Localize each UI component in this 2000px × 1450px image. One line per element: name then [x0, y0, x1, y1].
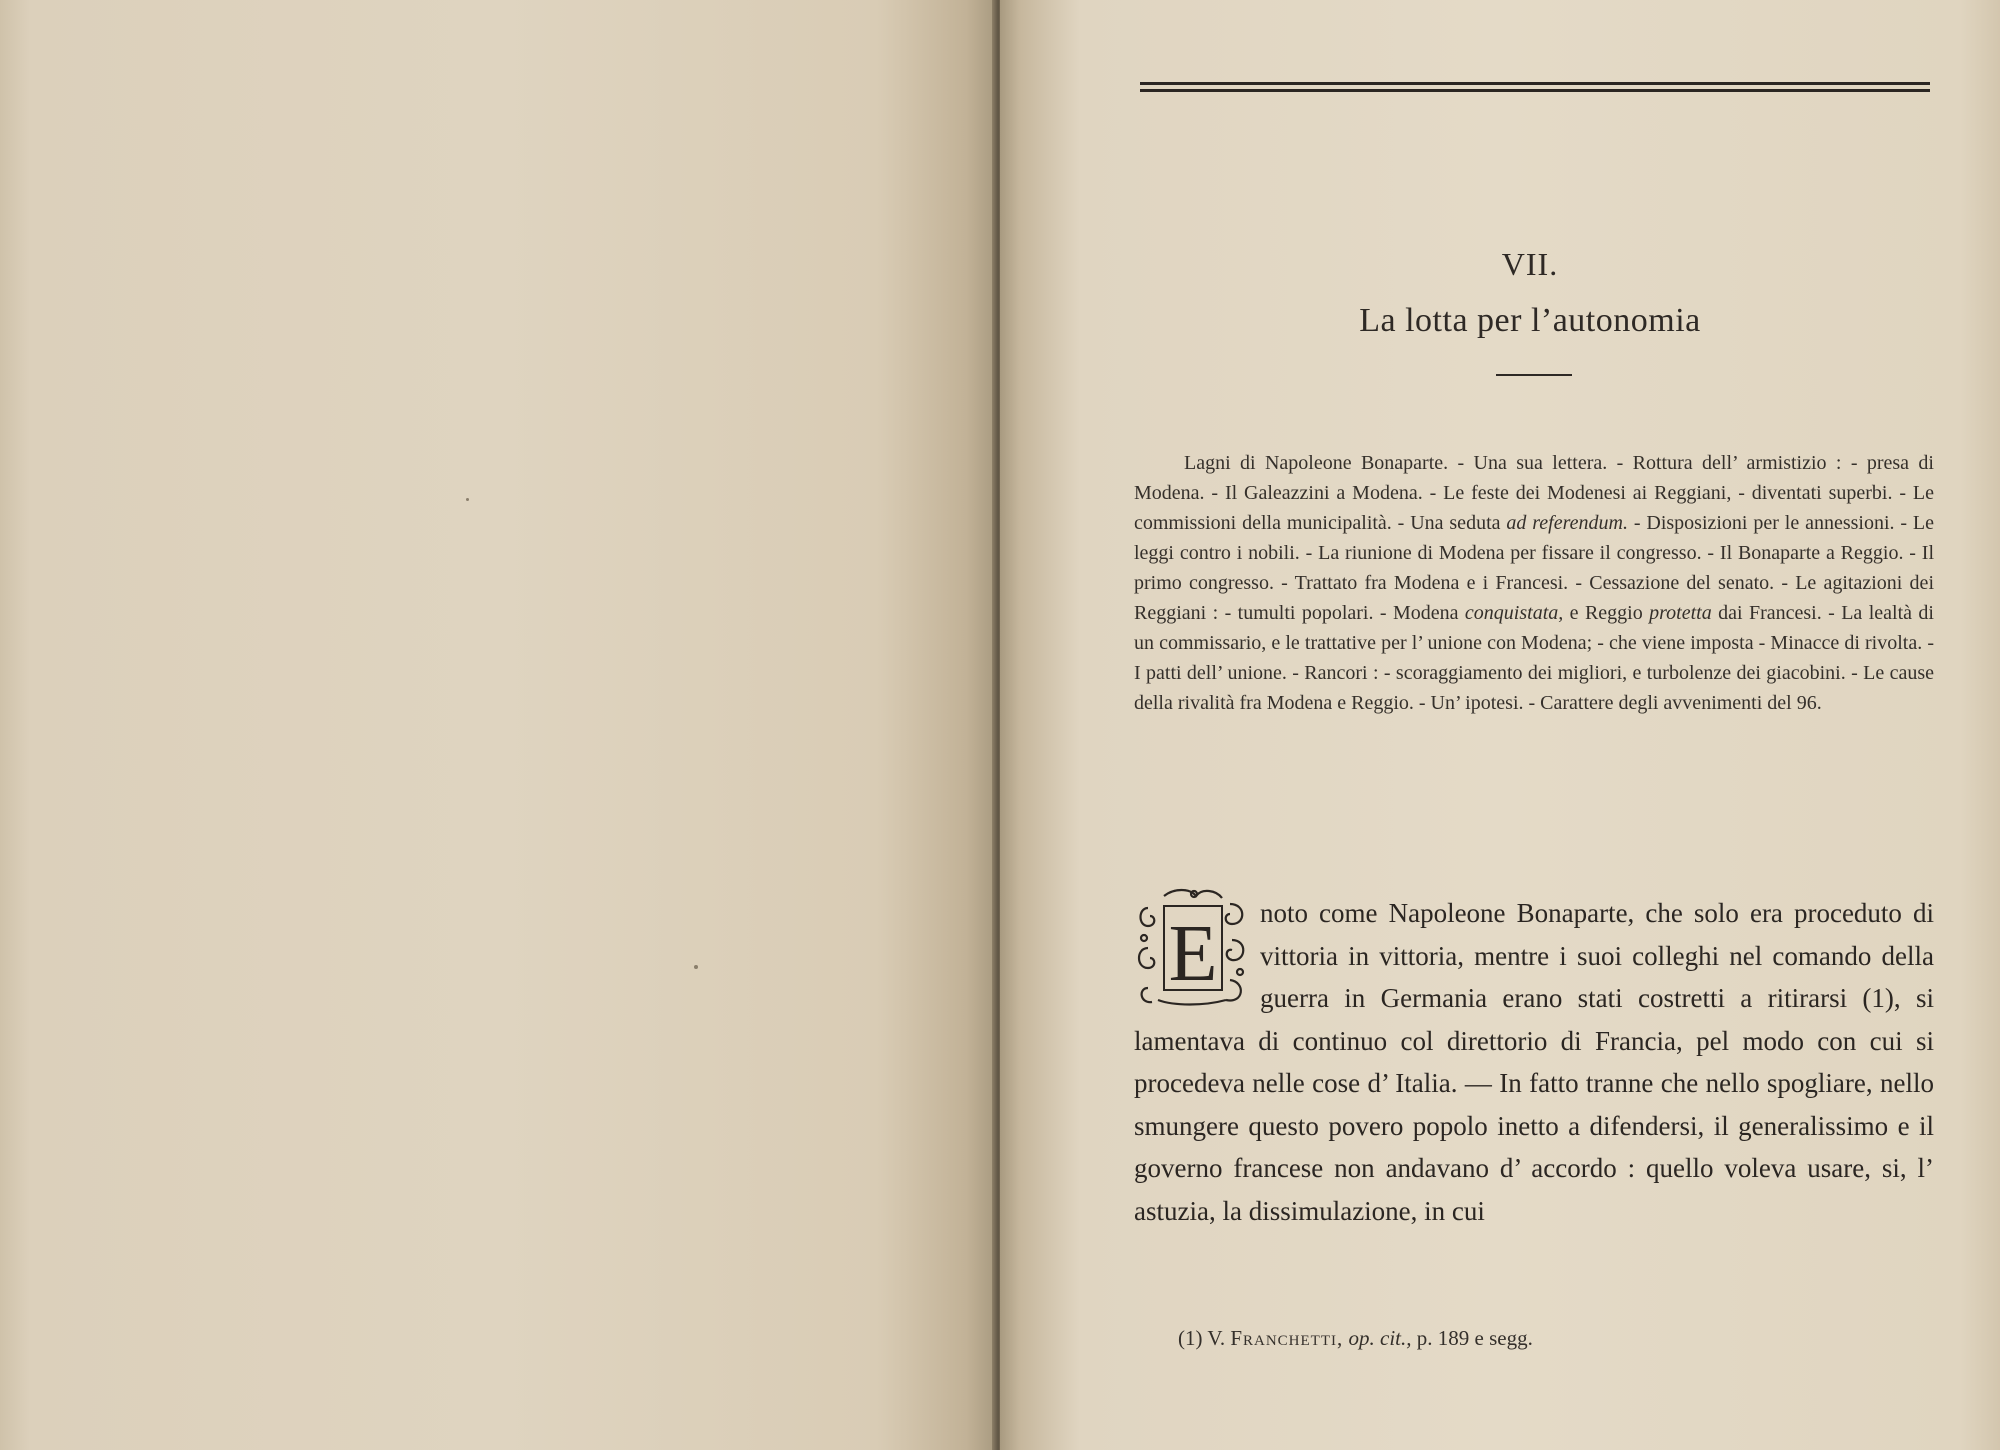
summary-text: Lagni di Napoleone Bonaparte. - Una sua lettera. - Rottura dell’ armistizio : - presa di Modena. - Il Galeazzini a Modena. - Le feste dei Modenesi ai Reggiani, - diventati superbi. - Le commissioni della municipalità. - Una seduta — [1134, 452, 1934, 534]
paper-speck — [466, 498, 469, 501]
summary-text: - Disposizioni per le annessioni. - Le leggi contro i nobili. - La riunione di Modena per fissare il congresso. - Il Bonaparte a Reggio. - Il primo congresso. - Trattato fra Modena e i Francesi. - Cessazione del senato. - Le agitazioni dei Reggiani : - tumulti popolari. - Modena — [1134, 512, 1935, 624]
summary-italic: protetta — [1649, 602, 1712, 624]
chapter-title: La lotta per l’autonomia — [1359, 302, 1701, 339]
footnote-author: Franchetti, — [1230, 1326, 1344, 1350]
summary-italic: ad referendum. — [1506, 512, 1628, 534]
left-page-blank — [0, 0, 996, 1450]
footnote-ref: op. cit., — [1348, 1326, 1412, 1350]
paper-speck — [694, 965, 698, 969]
header-double-rule — [1140, 82, 1930, 92]
right-page — [1000, 0, 2000, 1450]
footnote — [1178, 1326, 1938, 1351]
chapter-summary — [1134, 448, 1934, 718]
footnote-pages: p. 189 e segg. — [1416, 1326, 1533, 1350]
title-rule — [1496, 374, 1572, 376]
body-text: noto come Napoleone Bonaparte, che solo era proceduto di vittoria in vittoria, mentre i suoi colleghi nel comando della guerra in Germania erano stati costretti a ritirarsi (1), si lamentava di continuo col direttorio di Francia, pel modo con cui si procedeva nelle cose d’ Italia. — In fatto tranne che nello spogliare, nello smungere questo povero popolo inetto a difendersi, il generalissimo e il governo francese non andavano d’ accordo : quello voleva usare, si, l’ astuzia, la dissimulazione, in cui — [1134, 898, 1934, 1226]
footnote-marker: (1) V. — [1178, 1326, 1226, 1350]
body-paragraph — [1134, 892, 1934, 1232]
dropcap-letter: E — [1168, 910, 1218, 998]
chapter-number: VII. — [1501, 246, 1559, 282]
summary-text: e Reggio — [1563, 602, 1650, 624]
summary-text: dai Francesi. - La lealtà di un commissario, e le trattative per l’ unione con Modena; - che viene imposta - Minacce di rivolta. - I patti dell’ unione. - Rancori : - scoraggiamento dei migliori, e turbolenze dei giacobini. - Le cause della rivalità fra Modena e Reggio. - Un’ ipotesi. - Carattere degli avvenimenti del 96. — [1134, 602, 1934, 714]
dropcap-spacer — [1134, 892, 1260, 1012]
summary-italic: conquistata, — [1464, 602, 1564, 624]
